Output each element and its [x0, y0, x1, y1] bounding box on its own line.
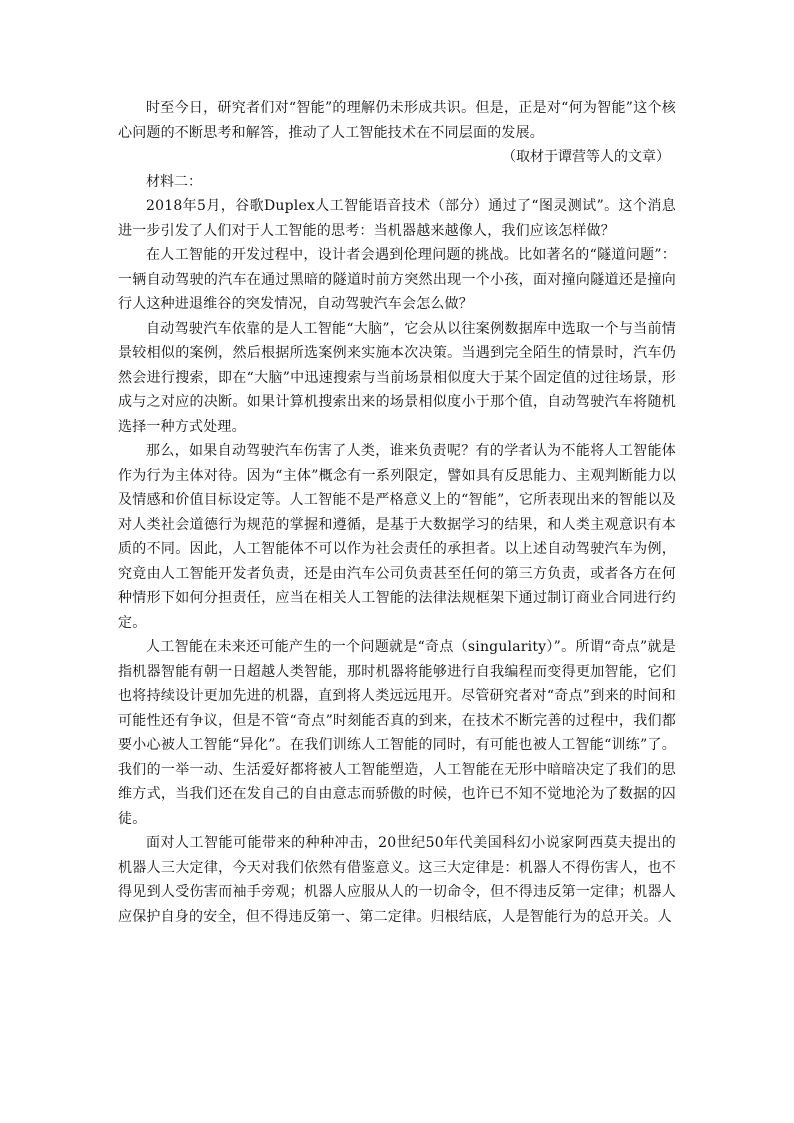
- source-attribution: （取材于谭营等人的文章）: [502, 149, 670, 165]
- paragraph-duplex: 2018年5月，谷歌Duplex人工智能语音技术（部分）通过了“图灵测试”。这个消息进一步引发了人们对于人工智能的思考：当机器越来越像人，我们应该怎样做？: [118, 198, 676, 239]
- paragraph-responsibility: 那么，如果自动驾驶汽车伤害了人类，谁来负责呢？有的学者认为不能将人工智能体作为行为主体对待。因为“主体”概念有一系列限定，譬如具有反思能力、主观判断能力以及情感和价值目标设定等。人工智能不是严格意义上的“智能”，它所表现出来的智能以及对人类社会道德行为规范的掌握和遵循，是基于大数据学习的结果，和人类主观意识有本质的不同。因此，人工智能体不可以作为社会责任的承担者。以上述自动驾驶汽车为例，究竟由人工智能开发者负责，还是由汽车公司负责甚至任何的第三方负责，或者各方在何种情形下如何分担责任，应当在相关人工智能的法律法规框架下通过制订商业合同进行约定。: [118, 443, 676, 631]
- paragraph-intro: 时至今日，研究者们对“智能”的理解仍未形成共识。但是，正是对“何为智能”这个核心问题的不断思考和解答，推动了人工智能技术在不同层面的发展。: [118, 100, 676, 141]
- material-two-label: 材料二：: [146, 173, 202, 190]
- paragraph-singularity: 人工智能在未来还可能产生的一个问题就是“奇点（singularity）”。所谓“奇点”就是指机器智能有朝一日超越人类智能，那时机器将能够进行自我编程而变得更加智能，它们也将持续设计更加先进的机器，直到将人类远远甩开。尽管研究者对“奇点”到来的时间和可能性还有争议，但是不管“奇点”时刻能否真的到来，在技术不断完善的过程中，我们都要小心被人工智能“异化”。在我们训练人工智能的同时，有可能也被人工智能“训练”了。我们的一举一动、生活爱好都将被人工智能塑造，人工智能在无形中暗暗决定了我们的思维方式，当我们还在发自己的自由意志而骄傲的时候，也许已不知不觉地沦为了数据的囚徒。: [118, 639, 676, 827]
- paragraph-ai-brain: 自动驾驶汽车依靠的是人工智能“大脑”，它会从以往案例数据库中选取一个与当前情景较相似的案例，然后根据所选案例来实施本次决策。当遇到完全陌生的情景时，汽车仍然会进行搜索，即在“大脑”中迅速搜索与当前场景相似度大于某个固定值的过往场景，形成与之对应的决断。如果计算机搜索出来的场景相似度小于那个值，自动驾驶汽车将随机选择一种方式处理。: [118, 320, 676, 435]
- paragraph-tunnel-problem: 在人工智能的开发过程中，设计者会遇到伦理问题的挑战。比如著名的“隧道问题”：一辆自动驾驶的汽车在通过黑暗的隧道时前方突然出现一个小孩，面对撞向隧道还是撞向行人这种进退维谷的突发情况，自动驾驶汽车会怎么做？: [118, 247, 676, 312]
- paragraph-three-laws: 面对人工智能可能带来的种种冲击，20世纪50年代美国科幻小说家阿西莫夫提出的机器人三大定律，今天对我们依然有借鉴意义。这三大定律是：机器人不得伤害人，也不得见到人受伤害而袖手旁观；机器人应服从人的一切命令，但不得违反第一定律；机器人应保护自身的安全，但不得违反第一、第二定律。归根结底，人是智能行为的总开关。人: [118, 835, 676, 925]
